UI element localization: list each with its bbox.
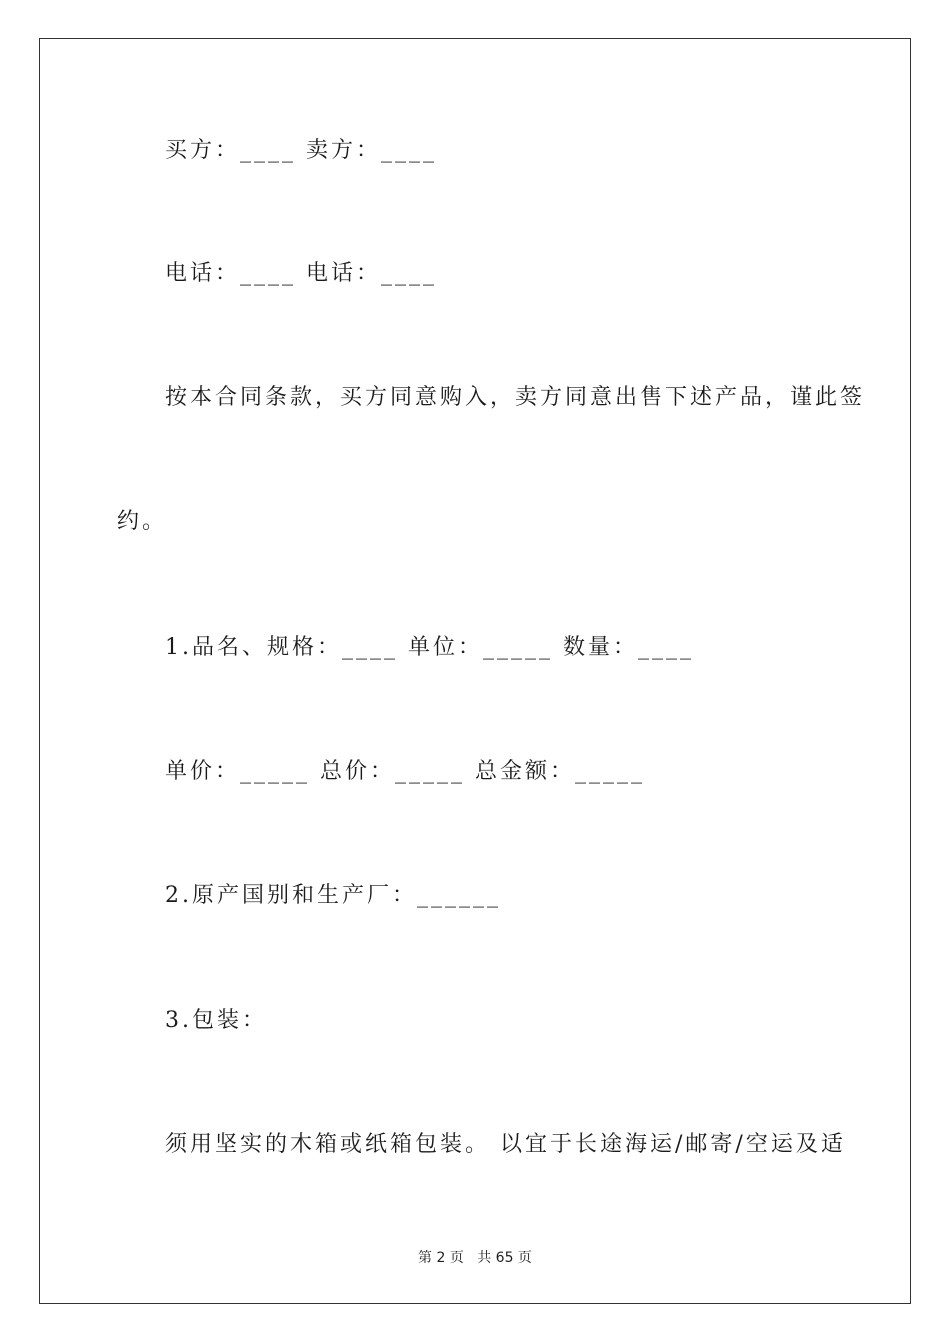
clause-3-packing-heading: 3.包装： [165,1008,267,1033]
buyer-seller-line: 买方：____ 卖方：____ [165,138,437,163]
phone-line: 电话：____ 电话：____ [165,261,437,286]
page-footer [0,1247,950,1267]
clause-2-origin-line: 2.原产国别和生产厂：______ [165,883,501,908]
page-number: 第 2 页 [418,1250,464,1266]
agreement-paragraph-line-2: 约。 [117,509,168,534]
agreement-paragraph-line-1: 按本合同条款，买方同意购入，卖方同意出售下述产品，谨此签 [165,385,866,410]
clause-1-price-line: 单价：_____ 总价：_____ 总金额：_____ [165,759,645,784]
page-total: 共 65 页 [477,1250,532,1266]
clause-1-product-line: 1.品名、规格：____ 单位：_____ 数量：____ [165,635,694,660]
clause-3-packing-text: 须用坚实的木箱或纸箱包装。 以宜于长途海运/邮寄/空运及适 [165,1132,846,1157]
page-border [39,38,911,1304]
